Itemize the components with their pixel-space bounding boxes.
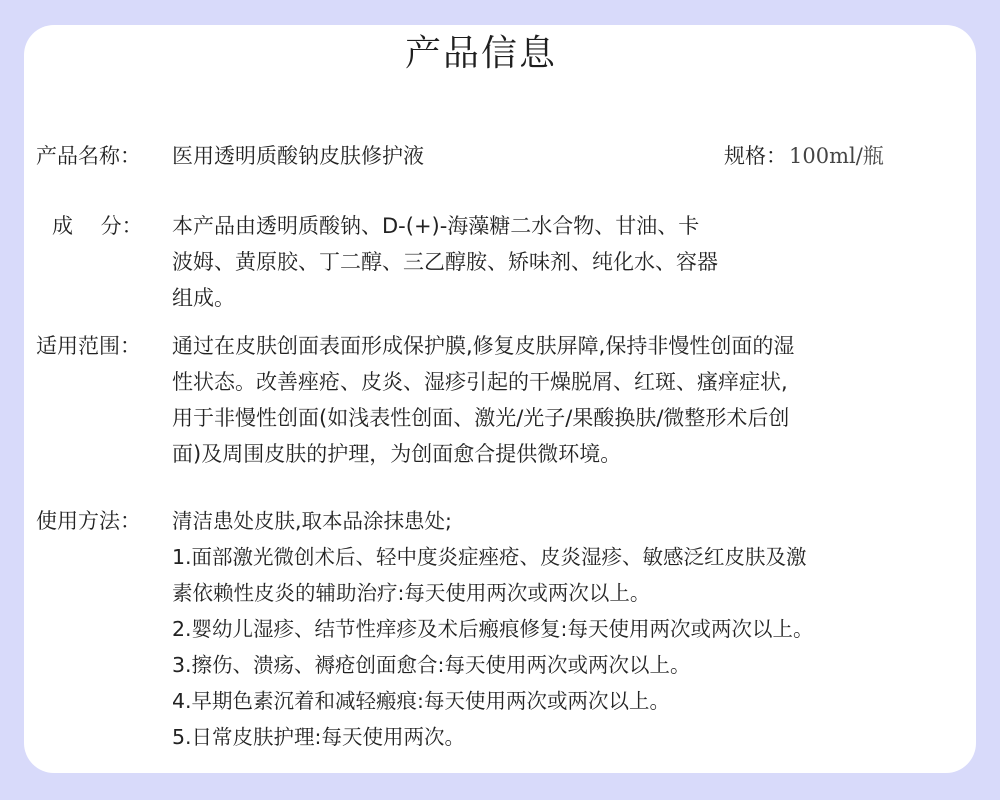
- usage-line: 1.面部激光微创术后、轻中度炎症痤疮、皮炎湿疹、敏感泛红皮肤及激: [172, 545, 807, 569]
- scope-label: 适用范围：: [36, 334, 141, 358]
- scope-line: 用于非慢性创面(如浅表性创面、激光/光子/果酸换肤/微整形术后创: [172, 406, 790, 430]
- spec-label: 规格：: [724, 144, 787, 168]
- usage-line: 2.婴幼儿湿疹、结节性痒疹及术后瘢痕修复:每天使用两次或两次以上。: [172, 617, 814, 641]
- ingredients-line: 波姆、黄原胶、丁二醇、三乙醇胺、矫味剂、纯化水、容器: [172, 250, 718, 274]
- ingredients-line: 本产品由透明质酸钠、D-(+)-海藻糖二水合物、甘油、卡: [172, 214, 700, 238]
- usage-line: 4.早期色素沉着和减轻瘢痕:每天使用两次或两次以上。: [172, 689, 670, 713]
- ingredients-label: 成 分：: [52, 214, 143, 238]
- ingredients-text: [172, 208, 718, 316]
- usage-line: 清洁患处皮肤,取本品涂抹患处;: [172, 509, 452, 533]
- scope-text: [172, 328, 794, 472]
- scope-line: 面)及周围皮肤的护理，为创面愈合提供微环境。: [172, 442, 622, 466]
- spec-value: 100ml/瓶: [789, 144, 884, 168]
- usage-line: 5.日常皮肤护理:每天使用两次。: [172, 725, 465, 749]
- scope-line: 性状态。改善痤疮、皮炎、湿疹引起的干燥脱屑、红斑、瘙痒症状,: [172, 370, 788, 394]
- usage-text: [172, 503, 813, 755]
- usage-label: 使用方法：: [36, 509, 141, 533]
- usage-line: 素依赖性皮炎的辅助治疗:每天使用两次或两次以上。: [172, 581, 651, 605]
- usage-line: 3.擦伤、溃疡、褥疮创面愈合:每天使用两次或两次以上。: [172, 653, 691, 677]
- product-name-label: 产品名称：: [36, 144, 141, 168]
- scope-line: 通过在皮肤创面表面形成保护膜,修复皮肤屏障,保持非慢性创面的湿: [172, 334, 795, 358]
- product-name-value: 医用透明质酸钠皮肤修护液: [172, 144, 424, 168]
- ingredients-line: 组成。: [172, 286, 235, 310]
- page-title: 产品信息: [404, 33, 557, 74]
